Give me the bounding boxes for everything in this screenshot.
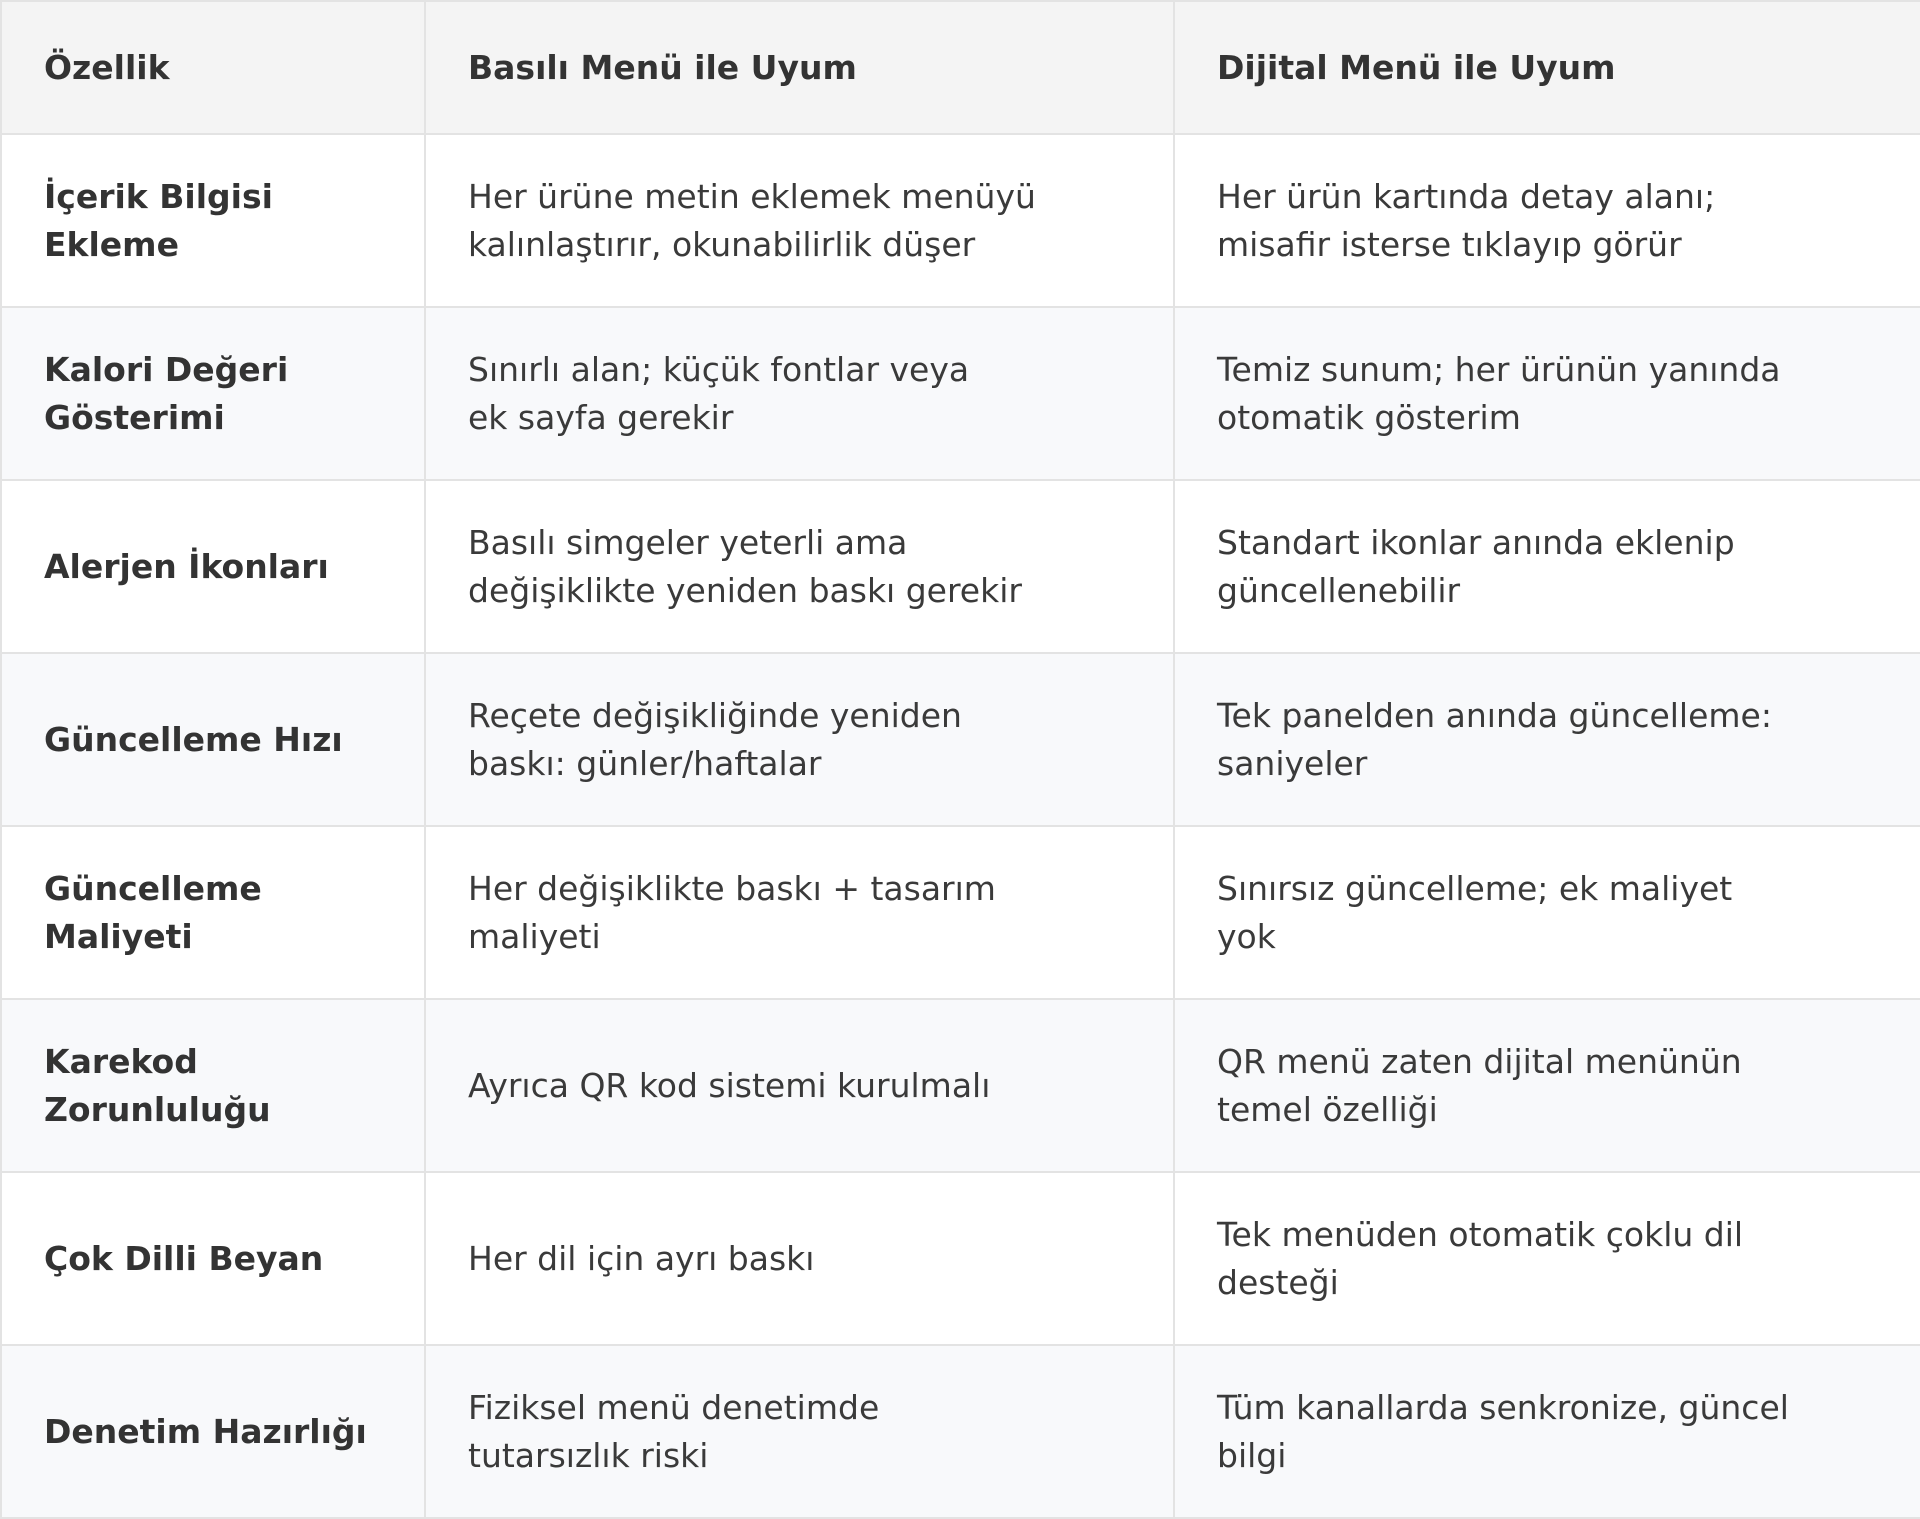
cell-line: Tüm kanallarda senkronize, güncel [1217, 1387, 1789, 1427]
cell-line: Reçete değişikliğinde yeniden [468, 695, 962, 735]
printed-menu-cell [425, 1172, 1174, 1345]
header-feature: Özellik [1, 1, 425, 134]
digital-menu-cell [1174, 1172, 1920, 1345]
digital-menu-cell [1174, 826, 1920, 999]
cell-line: Alerjen İkonları [44, 546, 329, 586]
cell-line: otomatik gösterim [1217, 397, 1521, 437]
feature-cell [1, 999, 425, 1172]
cell-line: baskı: günler/haftalar [468, 743, 822, 783]
cell-line: değişiklikte yeniden baskı gerekir [468, 570, 1022, 610]
printed-menu-cell [425, 480, 1174, 653]
printed-menu-cell [425, 826, 1174, 999]
cell-line: Güncelleme Hızı [44, 719, 343, 759]
cell-line: QR menü zaten dijital menünün [1217, 1041, 1742, 1081]
header-digital-menu: Dijital Menü ile Uyum [1174, 1, 1920, 134]
cell-line: Basılı simgeler yeterli ama [468, 522, 908, 562]
table-row [1, 134, 1920, 307]
feature-cell [1, 1345, 425, 1518]
printed-menu-cell [425, 999, 1174, 1172]
cell-line: ek sayfa gerekir [468, 397, 734, 437]
digital-menu-cell [1174, 999, 1920, 1172]
cell-line: İçerik Bilgisi [44, 176, 273, 216]
cell-line: tutarsızlık riski [468, 1435, 709, 1475]
feature-cell [1, 307, 425, 480]
digital-menu-cell [1174, 653, 1920, 826]
cell-line: bilgi [1217, 1435, 1287, 1475]
header-row [1, 1, 1920, 134]
cell-line: Her değişiklikte baskı + tasarım [468, 868, 996, 908]
cell-line: Ekleme [44, 224, 179, 264]
printed-menu-cell [425, 307, 1174, 480]
feature-cell [1, 134, 425, 307]
table-body [1, 134, 1920, 1518]
cell-line: desteği [1217, 1262, 1339, 1302]
cell-line: Her ürüne metin eklemek menüyü [468, 176, 1036, 216]
digital-menu-cell [1174, 1345, 1920, 1518]
table-row [1, 1172, 1920, 1345]
cell-line: Ayrıca QR kod sistemi kurulmalı [468, 1065, 991, 1105]
cell-line: Karekod [44, 1041, 198, 1081]
cell-line: Gösterimi [44, 397, 225, 437]
digital-menu-cell [1174, 480, 1920, 653]
cell-line: Kalori Değeri [44, 349, 289, 389]
cell-line: Temiz sunum; her ürünün yanında [1217, 349, 1781, 389]
table-row [1, 653, 1920, 826]
cell-line: Zorunluluğu [44, 1089, 271, 1129]
cell-line: Sınırlı alan; küçük fontlar veya [468, 349, 970, 389]
table-row [1, 1345, 1920, 1518]
cell-line: yok [1217, 916, 1276, 956]
cell-line: Standart ikonlar anında eklenip [1217, 522, 1735, 562]
feature-cell [1, 1172, 425, 1345]
cell-line: Güncelleme [44, 868, 262, 908]
cell-line: Her ürün kartında detay alanı; [1217, 176, 1716, 216]
table-row [1, 307, 1920, 480]
table-row [1, 480, 1920, 653]
cell-line: temel özelliği [1217, 1089, 1438, 1129]
table-row [1, 999, 1920, 1172]
feature-cell [1, 653, 425, 826]
cell-line: Her dil için ayrı baskı [468, 1238, 815, 1278]
cell-line: saniyeler [1217, 743, 1368, 783]
table-header [1, 1, 1920, 134]
feature-cell [1, 826, 425, 999]
cell-line: Maliyeti [44, 916, 193, 956]
printed-menu-cell [425, 134, 1174, 307]
cell-line: kalınlaştırır, okunabilirlik düşer [468, 224, 976, 264]
cell-line: Fiziksel menü denetimde [468, 1387, 880, 1427]
cell-line: misafir isterse tıklayıp görür [1217, 224, 1682, 264]
table-row [1, 826, 1920, 999]
cell-line: Sınırsız güncelleme; ek maliyet [1217, 868, 1733, 908]
printed-menu-cell [425, 1345, 1174, 1518]
digital-menu-cell [1174, 134, 1920, 307]
header-printed-menu: Basılı Menü ile Uyum [425, 1, 1174, 134]
cell-line: güncellenebilir [1217, 570, 1461, 610]
cell-line: Çok Dilli Beyan [44, 1238, 324, 1278]
cell-line: Tek menüden otomatik çoklu dil [1217, 1214, 1744, 1254]
cell-line: maliyeti [468, 916, 601, 956]
digital-menu-cell [1174, 307, 1920, 480]
printed-menu-cell [425, 653, 1174, 826]
cell-line: Denetim Hazırlığı [44, 1411, 367, 1451]
cell-line: Tek panelden anında güncelleme: [1217, 695, 1772, 735]
feature-cell [1, 480, 425, 653]
